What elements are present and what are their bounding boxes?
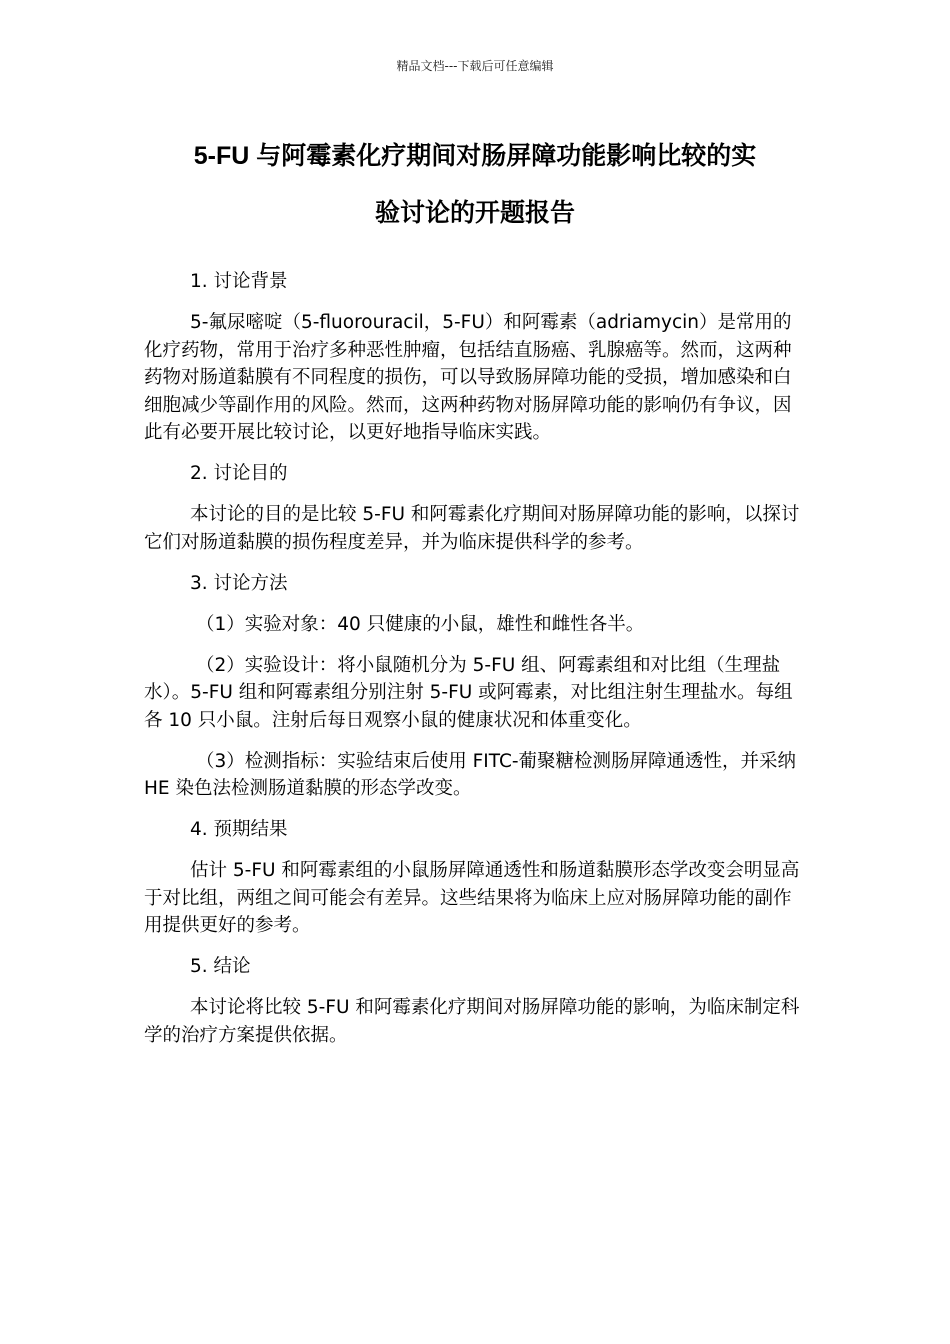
section-heading-background: 1. 讨论背景 (190, 271, 288, 292)
section-heading-expected: 4. 预期结果 (190, 819, 288, 840)
section-heading-purpose: 2. 讨论目的 (190, 463, 288, 484)
document-body (144, 268, 809, 1063)
title-line-2: 验讨论的开题报告 (374, 199, 575, 227)
method-item-subjects: （1）实验对象：40 只健康的小鼠，雄性和雌性各半。 (196, 613, 645, 635)
section-heading-conclusion: 5. 结论 (190, 956, 251, 977)
page-header: 精品文档---下载后可任意编辑 (396, 59, 554, 73)
method-item-indicators: （3）检测指标：实验结束后使用 FITC-葡聚糖检测肠屏障通透性，并采纳 HE 染色法检测肠道黏膜的形态学改变。 (144, 750, 797, 799)
expected-paragraph: 估计 5-FU 和阿霉素组的小鼠肠屏障通透性和肠道黏膜形态学改变会明显高于对比组，两组之间可能会有差异。这些结果将为临床上应对肠屏障功能的副作用提供更好的参考。 (144, 860, 800, 936)
background-paragraph: 5-氟尿嘧啶（5-fluorouracil，5-FU）和阿霉素（adriamycin）是常用的化疗药物，常用于治疗多种恶性肿瘤，包括结直肠癌、乳腺癌等。然而，这两种药物对肠道黏膜有不同程度的损伤，可以导致肠屏障功能的受损，增加感染和白细胞减少等副作用的风险。然而，这两种药物对肠屏障功能的影响仍有争议，因此有必要开展比较讨论，以更好地指导临床实践。 (144, 312, 792, 443)
purpose-paragraph: 本讨论的目的是比较 5-FU 和阿霉素化疗期间对肠屏障功能的影响，以探讨它们对肠道黏膜的损伤程度差异，并为临床提供科学的参考。 (144, 504, 800, 553)
method-item-design: （2）实验设计：将小鼠随机分为 5-FU 组、阿霉素组和对比组（生理盐水）。5-FU 组和阿霉素组分别注射 5-FU 或阿霉素，对比组注射生理盐水。每组各 10 只小鼠。注射后每日观察小鼠的健康状况和体重变化。 (144, 654, 793, 731)
document-title (110, 128, 840, 242)
section-heading-methods: 3. 讨论方法 (190, 572, 288, 594)
title-line-1: 5-FU 与阿霉素化疗期间对肠屏障功能影响比较的实 (193, 142, 757, 170)
conclusion-paragraph: 本讨论将比较 5-FU 和阿霉素化疗期间对肠屏障功能的影响，为临床制定科学的治疗方案提供依据。 (144, 997, 800, 1046)
